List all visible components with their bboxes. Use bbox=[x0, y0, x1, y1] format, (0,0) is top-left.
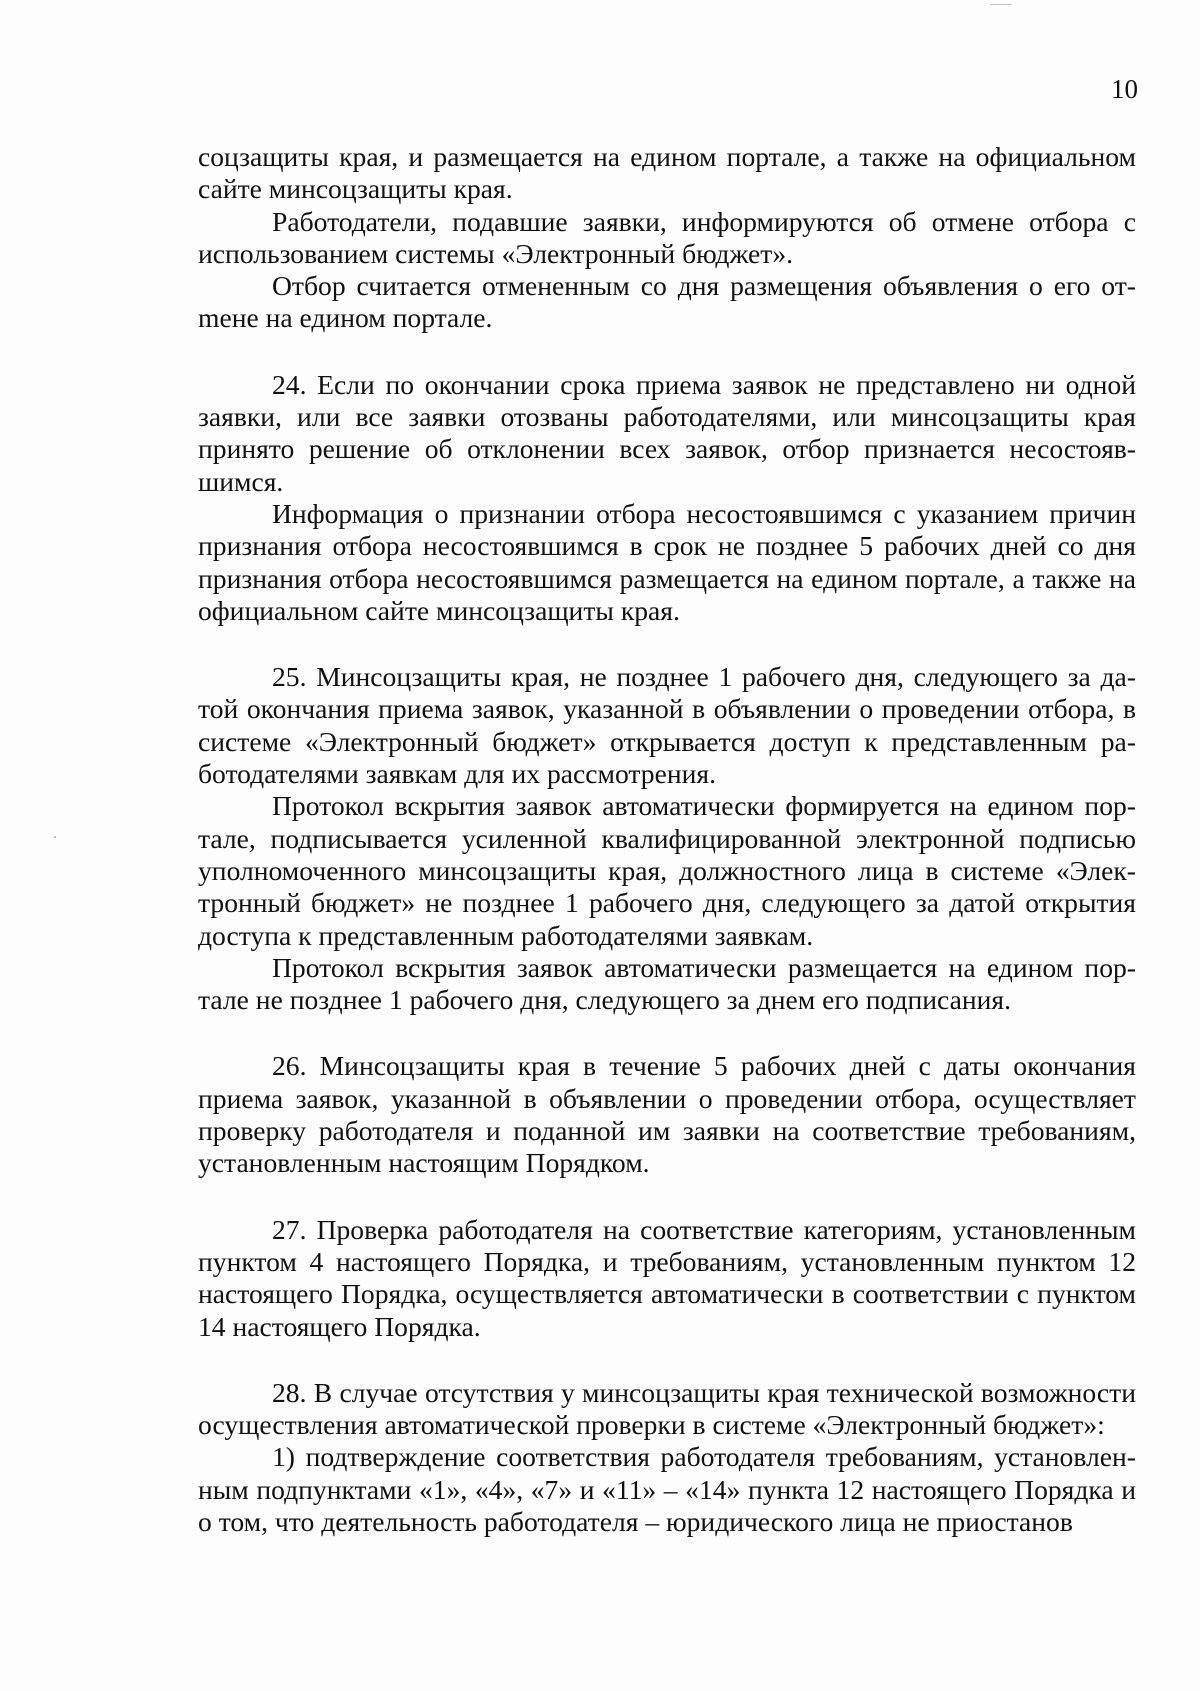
paragraph-subitem-1: 1) подтверждение соответствия работодателя требованиям, установленным подпунктами «1», «4», «7» и «11» – «14» пункта 12 настоящего Порядка и о том, что деятельность работодателя – юридического лица не приостанов bbox=[198, 1441, 1136, 1537]
paragraph-item-24: 24. Если по окончании срока приема заявок не представлено ни одной заявки, или все заявки отозваны работодателями, или минсоцзащиты края принято решение об отклонении всех заявок, отбор признается несостоявшимся. bbox=[198, 368, 1136, 497]
paragraph-1: соцзащиты края, и размещается на едином портале, а также на официальном сайте минсоцзащиты края. bbox=[198, 141, 1136, 205]
paragraph-item-25: 25. Минсоцзащиты края, не позднее 1 рабочего дня, следующего за датой окончания приема заявок, указанной в объявлении о проведении отбора, в системе «Электронный бюджет» открывается доступ к представленным работодателями заявкам для их рассмотрения. bbox=[198, 661, 1136, 790]
paragraph-5: Информация о признании отбора несостоявшимся с указанием причин признания отбора несостоявшимся в срок не позднее 5 рабочих дней со дня признания отбора несостоявшимся размещается на едином портале, а также на официальном сайте минсоцзащиты края. bbox=[198, 497, 1136, 626]
paragraph-item-27: 27. Проверка работодателя на соответствие категориям, установленным пунктом 4 настоящего Порядка, и требованиям, установленным пунктом 12 настоящего Порядка, осуществляется автоматически в соответствии с пунктом 14 настоящего Порядка. bbox=[198, 1213, 1136, 1342]
document-body bbox=[198, 141, 1136, 1538]
paragraph-3: Отбор считается отмененным со дня размещения объявления о его отmене на едином портале. bbox=[198, 270, 1136, 334]
paragraph-2: Работодатели, подавшие заявки, информируются об отмене отбора с использованием системы «Электронный бюджет». bbox=[198, 205, 1136, 269]
paragraph-7: Протокол вскрытия заявок автоматически формируется на едином портале, подписывается усиленной квалифицированной электронной подписью уполномоченного минсоцзащиты края, должностного лица в системе «Электронный бюджет» не позднее 1 рабочего дня, следующего за датой открытия доступа к представленным работодателями заявкам. bbox=[198, 790, 1136, 951]
scan-artifact-left bbox=[54, 836, 56, 838]
paragraph-item-28: 28. В случае отсутствия у минсоцзащиты края технической возможности осуществления автоматической проверки в системе «Электронный бюджет»: bbox=[198, 1376, 1136, 1441]
page-number: 10 bbox=[1111, 74, 1138, 104]
paragraph-item-26: 26. Минсоцзащиты края в течение 5 рабочих дней с даты окончания приема заявок, указанной в объявлении о проведении отбора, осуществляет проверку работодателя и поданной им заявки на соответствие требованиям, установленным настоящим Порядком. bbox=[198, 1050, 1136, 1179]
scan-artifact-top bbox=[990, 4, 1012, 5]
paragraph-8: Протокол вскрытия заявок автоматически размещается на едином портале не позднее 1 рабочего дня, следующего за днем его подписания. bbox=[198, 951, 1136, 1016]
